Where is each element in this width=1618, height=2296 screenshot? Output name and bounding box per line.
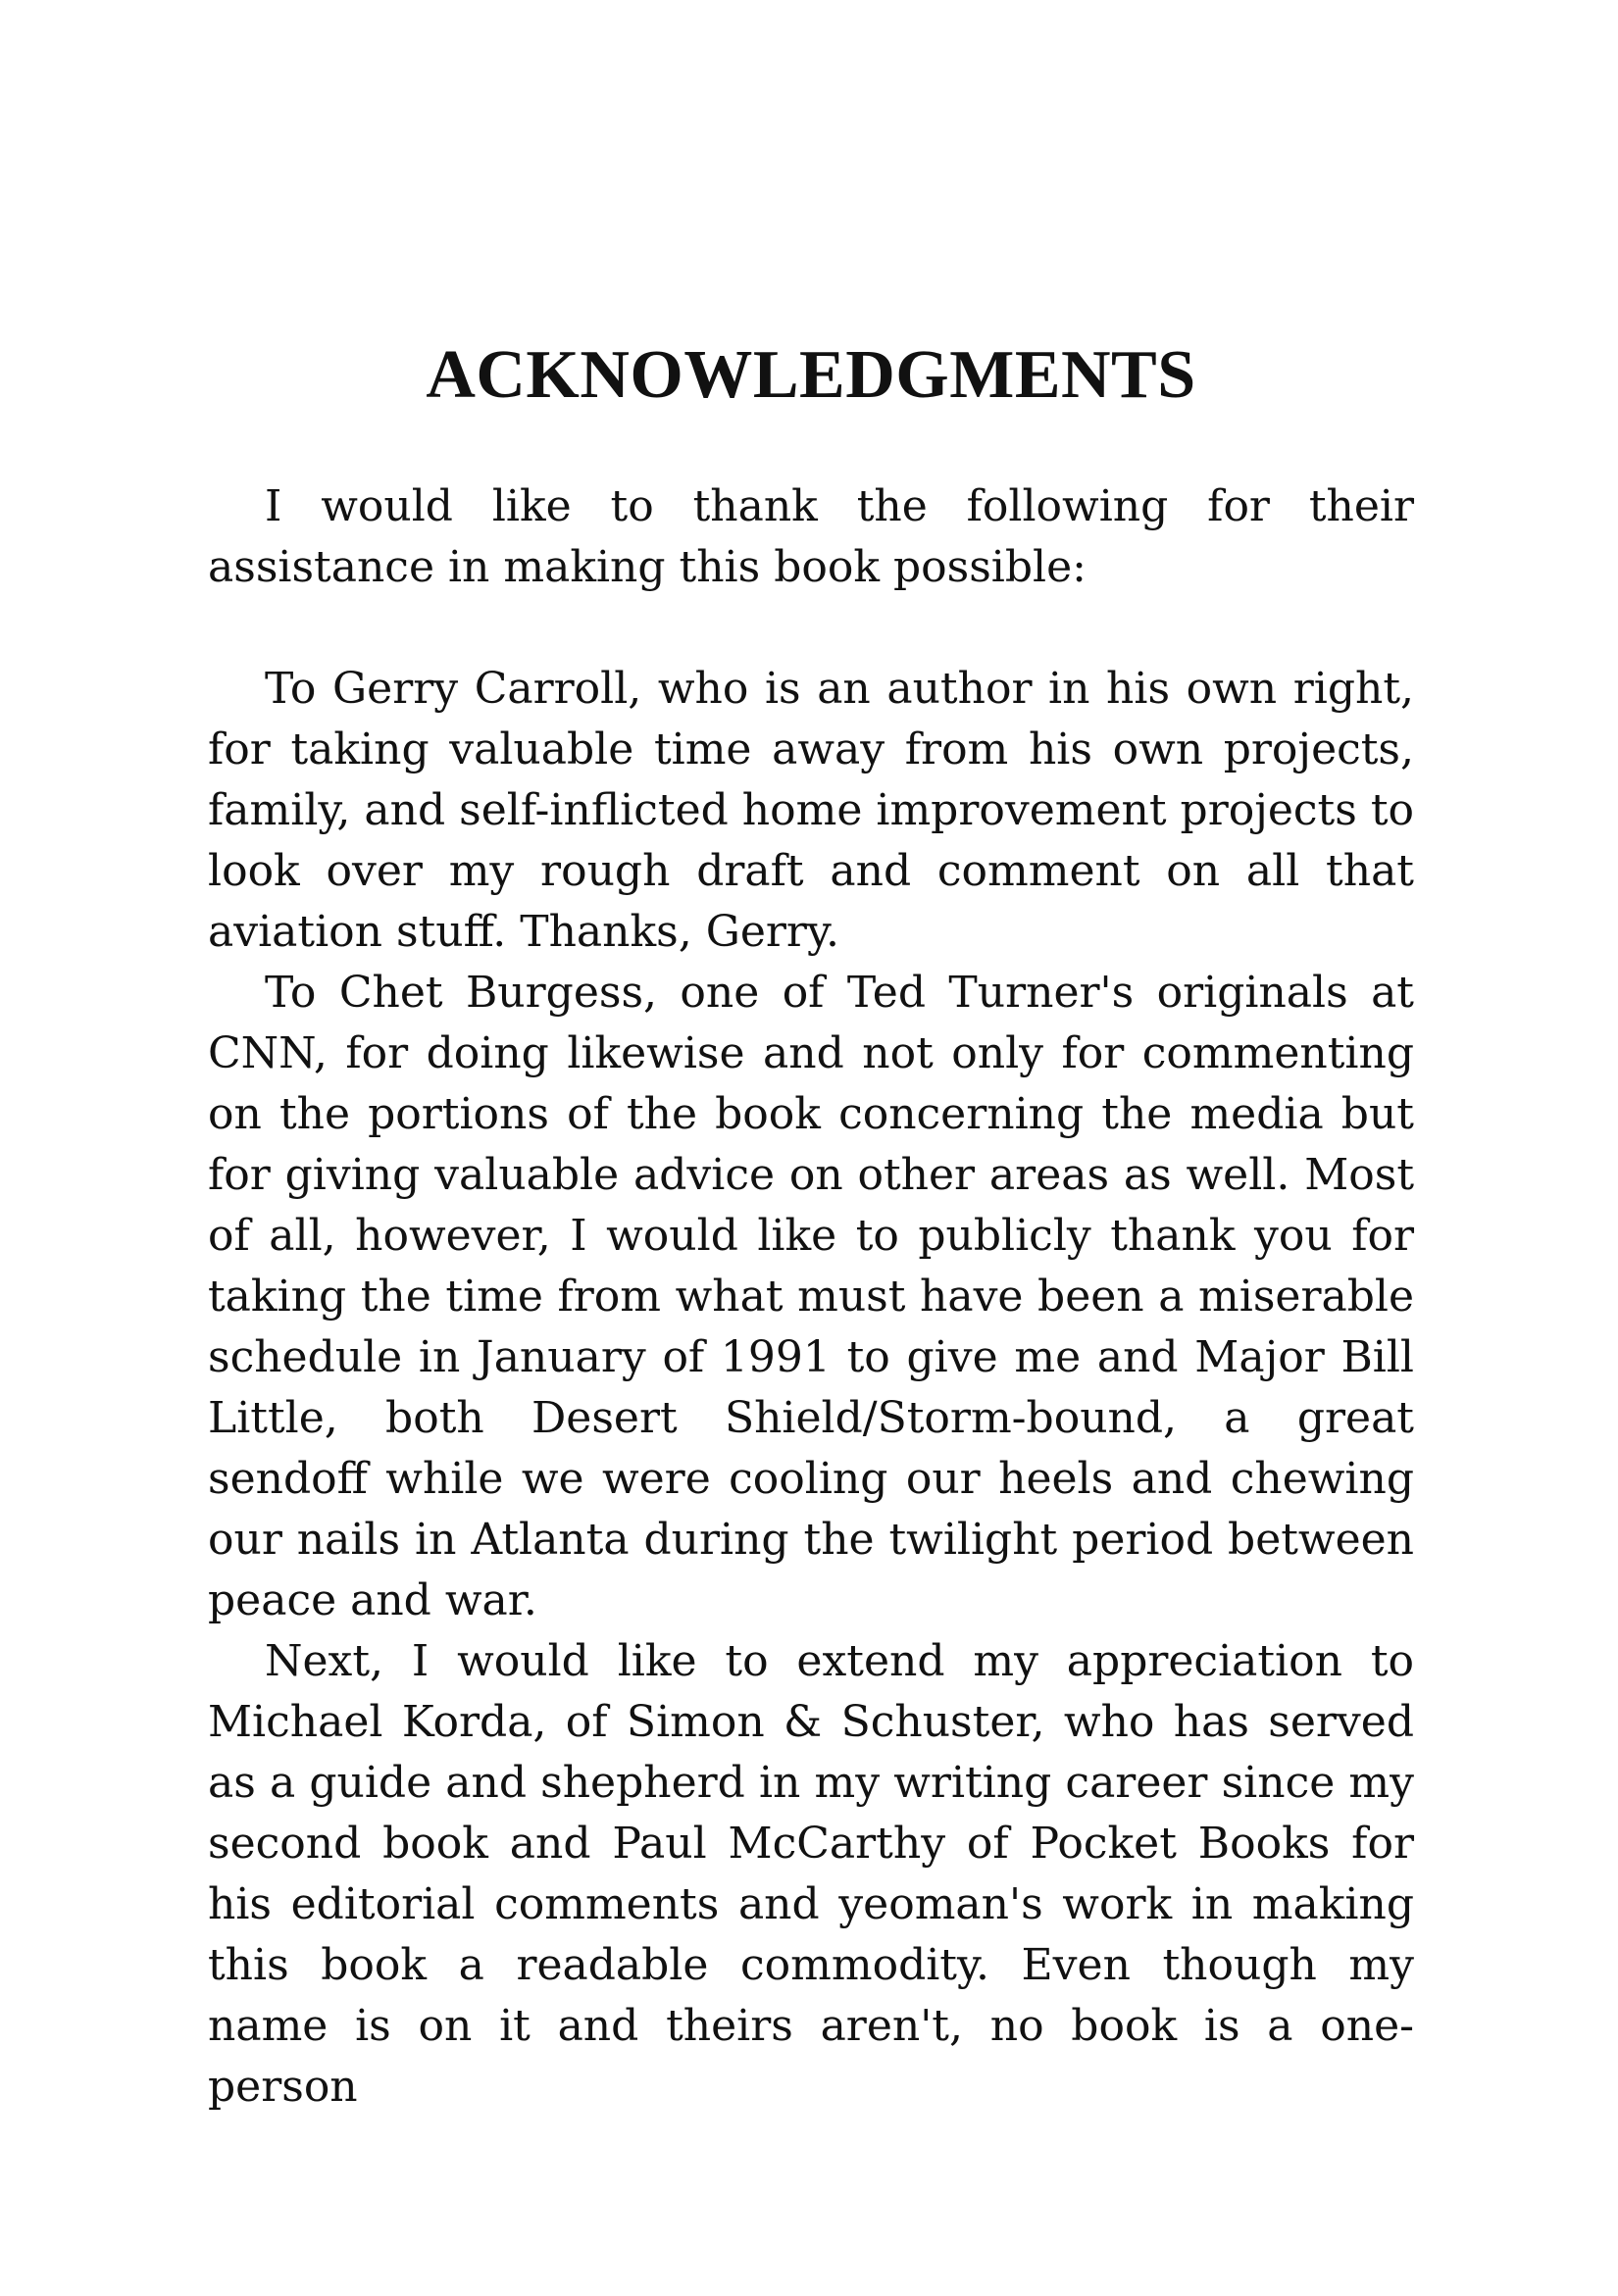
paragraph-gerry-carroll: To Gerry Carroll, who is an author in his own right, for taking valuable time away from his own projects, family, and self-inflicted home improvement projects to look over my rough draft and comment on all that aviation stuff. Thanks, Gerry. bbox=[208, 664, 1414, 957]
paragraph-michael-korda: Next, I would like to extend my appreciation to Michael Korda, of Simon & Schuster, who has served as a guide and shepherd in my writing career since my second book and Paul McCarthy of Pocket Books for his editorial comments and yeoman's work in making this book a readable commodity. Even though my name is on it and theirs aren't, no book is a one-person bbox=[208, 1636, 1414, 2112]
page-title: ACKNOWLEDGMENTS bbox=[426, 337, 1196, 413]
intro-paragraph: I would like to thank the following for their assistance in making this book possible: bbox=[208, 481, 1414, 592]
book-page bbox=[208, 333, 1414, 2118]
paragraph-chet-burgess: To Chet Burgess, one of Ted Turner's originals at CNN, for doing likewise and not only for commenting on the portions of the book concerning the media but for giving valuable advice on other areas as well. Most of all, however, I would like to publicly thank you for taking the time from what must have been a miserable schedule in January of 1991 to give me and Major Bill Little, both Desert Shield/Storm-bound, a great sendoff while we were cooling our heels and chewing our nails in Atlanta during the twilight period between peace and war. bbox=[208, 968, 1414, 1625]
